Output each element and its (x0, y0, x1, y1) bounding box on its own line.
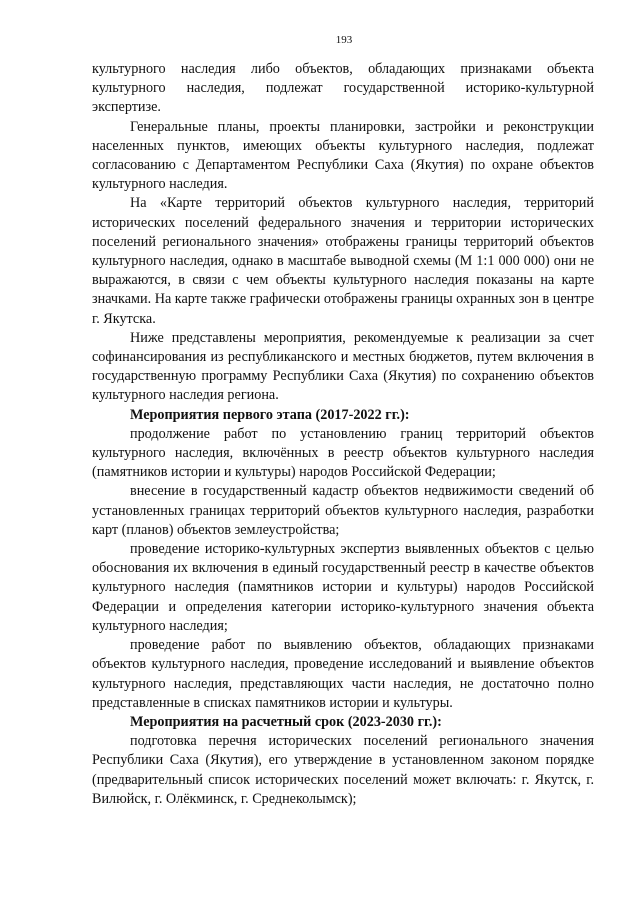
heading-first-stage: Мероприятия первого этапа (2017-2022 гг.): (130, 406, 410, 423)
page-number: 193 (335, 34, 353, 46)
heading-estimated-period: Мероприятия на расчетный срок (2023-2030 гг.): (130, 713, 442, 730)
list-item-identification: проведение работ по выявлению объектов, обладающих признаками объектов культурного наследия, проведение исследований и выявление объектов культурного наследия, представляющих части наследия, не достаточно полно представленные в списках памятников истории и культуры. (92, 637, 594, 711)
paragraph-intro: культурного наследия либо объектов, обладающих признаками объекта культурного наследия, подлежат государственной историко-культурной экспертизе. (92, 61, 594, 116)
list-item-expertise: проведение историко-культурных экспертиз выявленных объектов с целью обоснования их включения в единый государственный реестр в качестве объектов культурного наследия (памятников истории и культуры) народов Российской Федерации и определения категории историко-культурного значения объекта культурного наследия; (92, 541, 594, 634)
document-body (92, 60, 594, 809)
list-item-boundaries: продолжение работ по установлению границ территорий объектов культурного наследия, включённых в реестр объектов культурного наследия (памятников истории и культуры) народов Российской Федерации; (92, 425, 594, 481)
paragraph-map: На «Карте территорий объектов культурного наследия, территорий исторических поселений федерального значения и территории исторических поселений регионального значения» отображены границы территорий объектов культурного наследия, однако в масштабе выводной схемы (М 1:1 000 000) они не выражаются, в связи с чем объекты культурного наследия показаны на карте значками. На карте также графически отображены границы охранных зон в центре г. Якутска. (92, 195, 594, 327)
list-item-historical-settlements: подготовка перечня исторических поселений регионального значения Республики Саха (Якутия), его утверждение в установленном законом порядке (предварительный список исторических поселений может включать: г. Якутск, г. Вилюйск, г. Олёкминск, г. Среднеколымск); (92, 733, 594, 807)
paragraph-measures-intro: Ниже представлены мероприятия, рекомендуемые к реализации за счет софинансирования из республиканского и местных бюджетов, путем включения в государственную программу Республики Саха (Якутия) по сохранению объектов культурного наследия региона. (92, 329, 594, 404)
list-item-cadastre: внесение в государственный кадастр объектов недвижимости сведений об установленных границах территорий объектов культурного наследия, разработки карт (планов) объектов землеустройства; (92, 483, 594, 538)
paragraph-general-plans: Генеральные планы, проекты планировки, застройки и реконструкции населенных пунктов, имеющих объекты культурного наследия, подлежат согласованию с Департаментом Республики Саха (Якутия) по охране объектов культурного наследия. (92, 118, 594, 193)
